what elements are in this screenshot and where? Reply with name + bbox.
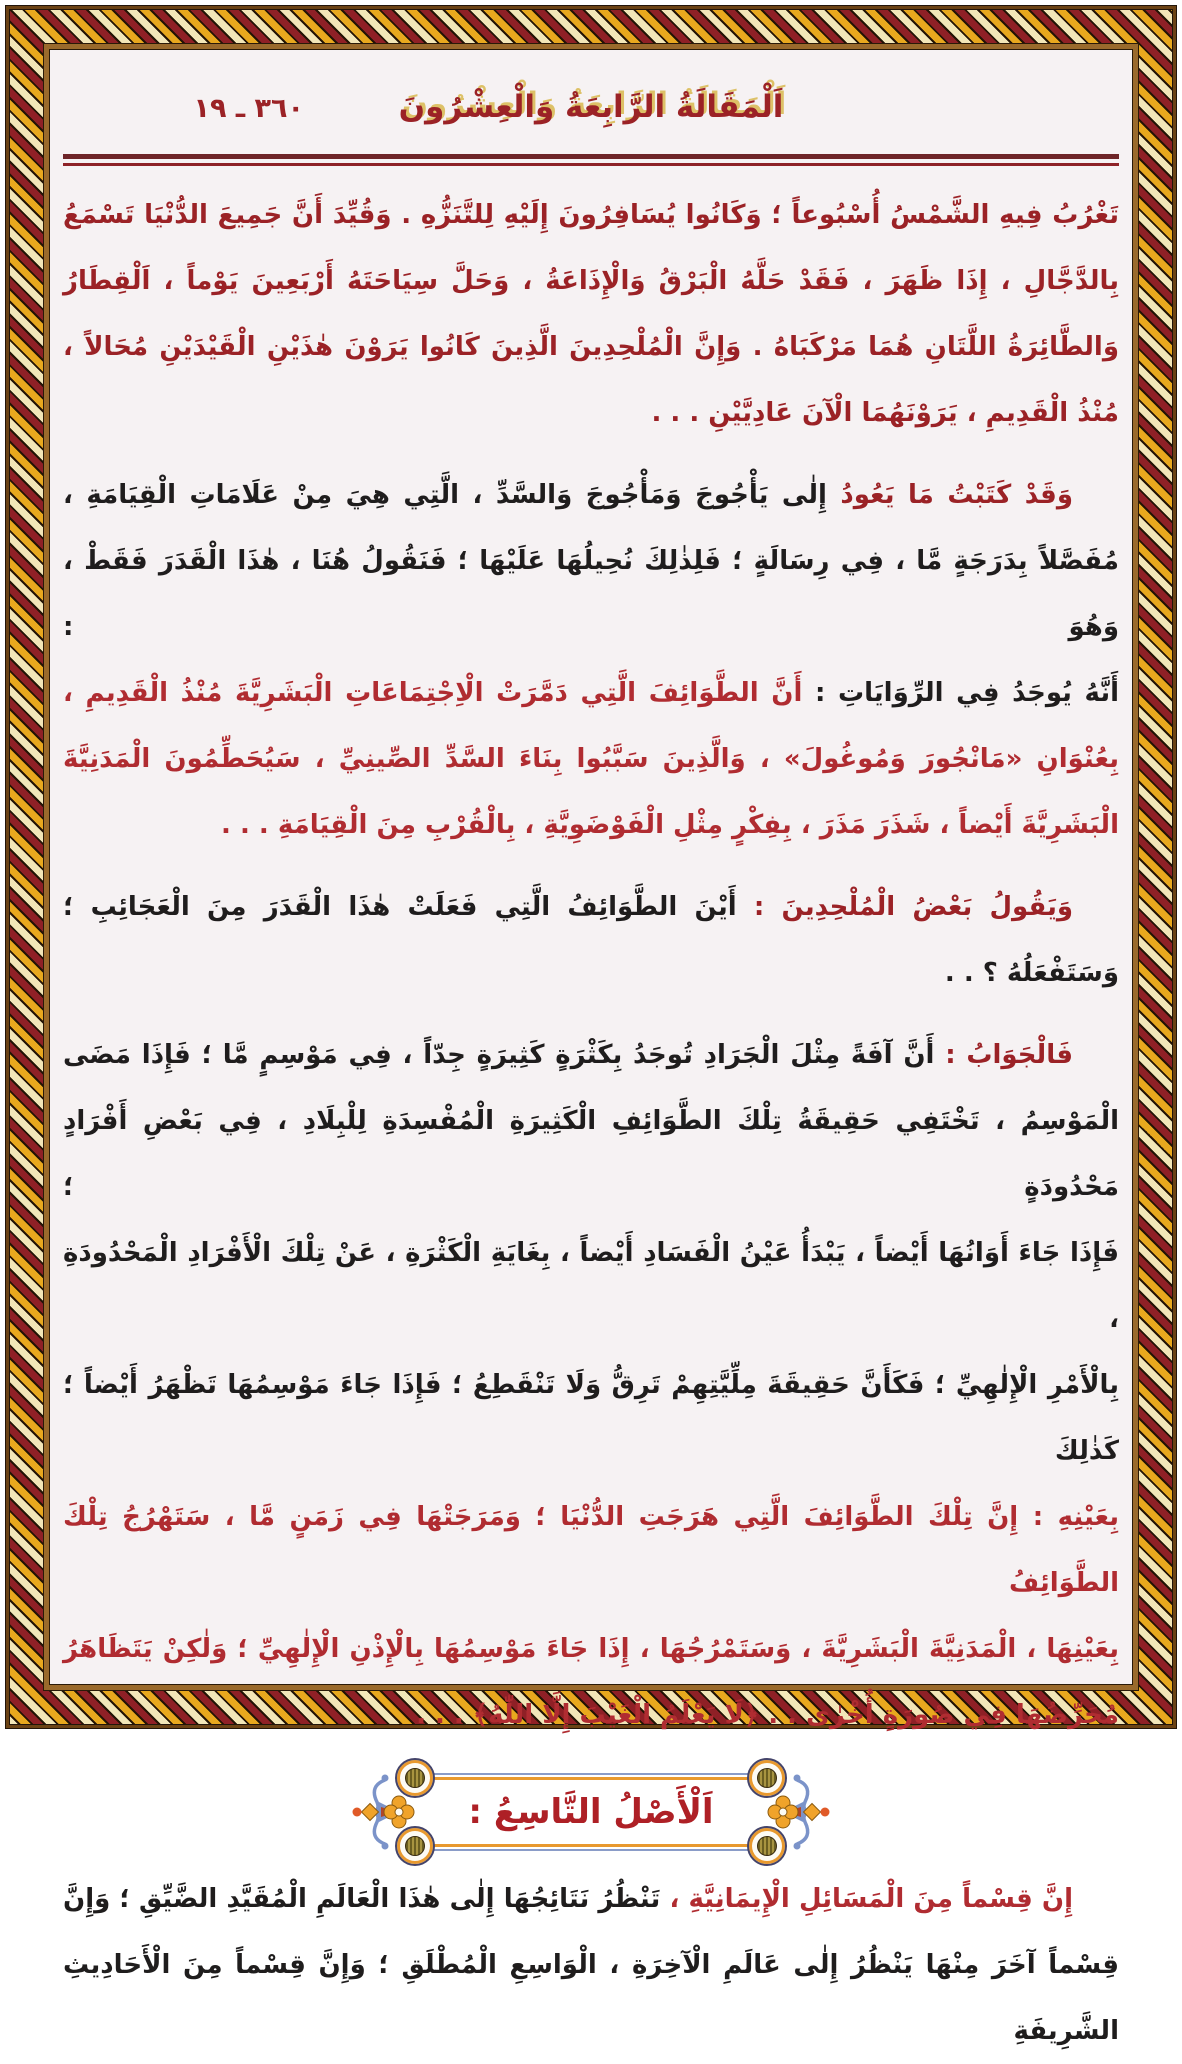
text-segment: قِسْماً آخَرَ مِنْهَا يَنْظُرُ إِلٰى عَالَمِ الْآخِرَةِ ، الْوَاسِعِ الْمُطْلَقِ ؛ وَإِنَّ قِسْماً مِنَ الْأَحَادِيثِ الشَّرِيفَةِ <box>63 1950 1119 2046</box>
page-content-area <box>44 44 1138 2046</box>
text-line <box>63 940 1119 1006</box>
section-heading: اَلْأَصْلُ التَّاسِعُ : <box>468 1792 714 1832</box>
text-line <box>63 1682 1119 1748</box>
text-line <box>63 1088 1119 1220</box>
page-header <box>63 89 1119 145</box>
text-line <box>63 660 1119 726</box>
text-segment: الْمَوْسِمُ ، تَخْتَفِي حَقِيقَةُ تِلْكَ الطَّوَائِفِ الْكَثِيرَةِ الْمُفْسِدَةِ لِلْبِلَادِ ، فِي بَعْضِ أَفْرَادٍ مَحْدُودَةٍ ؛ <box>63 1106 1119 1202</box>
text-segment: وَسَتَفْعَلُهُ ؟ . . <box>944 958 1119 988</box>
body-text-lower <box>63 1866 1119 2064</box>
text-line <box>63 528 1119 660</box>
chapter-title: اَلْمَقَالَةُ الرَّابِعَةُ وَالْعِشْرُونَ <box>398 89 784 125</box>
section-ornament <box>371 1764 811 1860</box>
header-divider-rule <box>63 154 1119 166</box>
text-line <box>63 248 1119 314</box>
text-line <box>63 182 1119 248</box>
text-segment: إِنَّ قِسْماً مِنَ الْمَسَائِلِ الْإِيمَانِيَّةِ ، <box>660 1884 1074 1914</box>
text-segment: إِلٰى يَأْجُوجَ وَمَأْجُوجَ وَالسَّدِّ ، الَّتِي هِيَ مِنْ عَلَامَاتِ الْقِيَامَةِ ، <box>63 480 827 510</box>
text-line <box>63 1220 1119 1352</box>
text-line <box>63 726 1119 792</box>
text-segment: مُفَصَّلاً بِدَرَجَةٍ مَّا ، فِي رِسَالَةٍ ؛ فَلِذٰلِكَ نُحِيلُهَا عَلَيْهَا ؛ فَنَقُولُ هُنَا ، هٰذَا الْقَدَرَ فَقَطْ ، وَهُوَ : <box>63 546 1119 642</box>
text-segment: بِعُنْوَانِ «مَانْجُورَ وَمُوغُولَ» ، وَالَّذِينَ سَبَّبُوا بِنَاءَ السَّدِّ الصِّينِيِّ ، سَيُحَطِّمُونَ الْمَدَنِيَّةَ <box>63 744 1119 774</box>
text-line <box>63 1352 1119 1484</box>
text-line <box>63 1022 1119 1088</box>
text-segment: أَنَّهُ يُوجَدُ فِي الرِّوَايَاتِ : <box>802 678 1120 708</box>
text-line <box>63 314 1119 380</box>
text-segment: تَغْرُبُ فِيهِ الشَّمْسُ أُسْبُوعاً ؛ وَكَانُوا يُسَافِرُونَ إِلَيْهِ لِلتَّنَزُّهِ . وَقُيِّدَ أَنَّ جَمِيعَ الدُّنْيَا تَسْمَعُ <box>63 200 1119 230</box>
text-line <box>63 1484 1119 1616</box>
text-segment: أَنَّ الطَّوَائِفَ الَّتِي دَمَّرَتْ الْاِجْتِمَاعَاتِ الْبَشَرِيَّةَ مُنْذُ الْقَدِيمِ ، <box>63 678 803 708</box>
text-line <box>63 874 1119 940</box>
text-line <box>63 1932 1119 2064</box>
text-segment: وَيَقُولُ بَعْضُ الْمُلْحِدِينَ : <box>736 892 1073 922</box>
text-segment: أَيْنَ الطَّوَائِفُ الَّتِي فَعَلَتْ هٰذَا الْقَدَرَ مِنَ الْعَجَائِبِ ؛ <box>63 892 737 922</box>
text-segment: مُنْذُ الْقَدِيمِ ، يَرَوْنَهُمَا الْآنَ عَادِيَّيْنِ . . . <box>651 398 1119 428</box>
text-segment: وَقَدْ كَتَبْتُ مَا يَعُودُ <box>826 480 1073 510</box>
text-segment: الْبَشَرِيَّةَ أَيْضاً ، شَذَرَ مَذَرَ ، بِفِكْرٍ مِثْلِ الْفَوْضَوِيَّةِ ، بِالْقُرْبِ مِنَ الْقِيَامَةِ . . . <box>221 810 1119 840</box>
text-segment: أَنَّ آفَةً مِثْلَ الْجَرَادِ تُوجَدُ بِكَثْرَةٍ كَثِيرَةٍ جِدّاً ، فِي مَوْسِمٍ مَّا ؛ فَإِذَا مَضَى <box>63 1040 935 1070</box>
text-line <box>63 380 1119 446</box>
text-line <box>63 462 1119 528</box>
text-segment: بِالدَّجَّالِ ، إِذَا ظَهَرَ ، فَقَدْ حَلَّهُ الْبَرْقُ وَالْإِذَاعَةُ ، وَحَلَّ سِيَاحَتَهُ أَرْبَعِينَ يَوْماً ، اَلْقِطَارُ <box>63 266 1119 296</box>
page-number: ٣٦٠ ـ ١٩ <box>193 93 304 124</box>
text-segment: مُحَرِّضُهَا فِي صُورَةٍ أُخْرٰى . . ﴿لَا يَعْلَمُ الْغَيْبَ إِلَّا اللّٰهُ﴾ . . . <box>416 1700 1119 1730</box>
text-line <box>63 792 1119 858</box>
text-segment: بِعَيْنِهَا ، الْمَدَنِيَّةَ الْبَشَرِيَّةَ ، وَسَتَمْرُجُهَا ، إِذَا جَاءَ مَوْسِمُهَا بِالْإِذْنِ الْإِلٰهِيِّ ؛ وَلٰكِنْ يَتَظَاهَرُ <box>63 1634 1119 1664</box>
text-line <box>63 1866 1119 1932</box>
text-segment: بِعَيْنِهِ : إِنَّ تِلْكَ الطَّوَائِفَ الَّتِي هَرَجَتِ الدُّنْيَا ؛ وَمَرَجَتْهَا فِي زَمَنٍ مَّا ، سَتَهْرُجُ تِلْكَ الطَّوَائِفُ <box>63 1502 1119 1598</box>
text-segment: تَنْظُرُ نَتَائِجُهَا إِلٰى هٰذَا الْعَالَمِ الْمُقَيَّدِ الضَّيِّقِ ؛ وَإِنَّ <box>63 1884 661 1914</box>
text-segment: بِالْأَمْرِ الْإِلٰهِيِّ ؛ فَكَأَنَّ حَقِيقَةَ مِلِّيَّتِهِمْ تَرِقُّ وَلَا تَنْقَطِعُ ؛ فَإِذَا جَاءَ مَوْسِمُهَا تَظْهَرُ أَيْضاً ؛ كَذٰلِكَ <box>63 1370 1119 1466</box>
text-line <box>63 1616 1119 1682</box>
body-text-upper <box>63 182 1119 1748</box>
text-segment: وَالطَّائِرَةُ اللَّتَانِ هُمَا مَرْكَبَاهُ . وَإِنَّ الْمُلْحِدِينَ الَّذِينَ كَانُوا يَرَوْنَ هٰذَيْنِ الْقَيْدَيْنِ مُحَالاً ، <box>63 332 1119 362</box>
text-segment: فَالْجَوَابُ : <box>934 1040 1073 1070</box>
text-segment: فَإِذَا جَاءَ أَوَانُهَا أَيْضاً ، يَبْدَأُ عَيْنُ الْفَسَادِ أَيْضاً ، بِغَايَةِ الْكَثْرَةِ ، عَنْ تِلْكَ الْأَفْرَادِ الْمَحْدُودَةِ ، <box>63 1238 1119 1334</box>
